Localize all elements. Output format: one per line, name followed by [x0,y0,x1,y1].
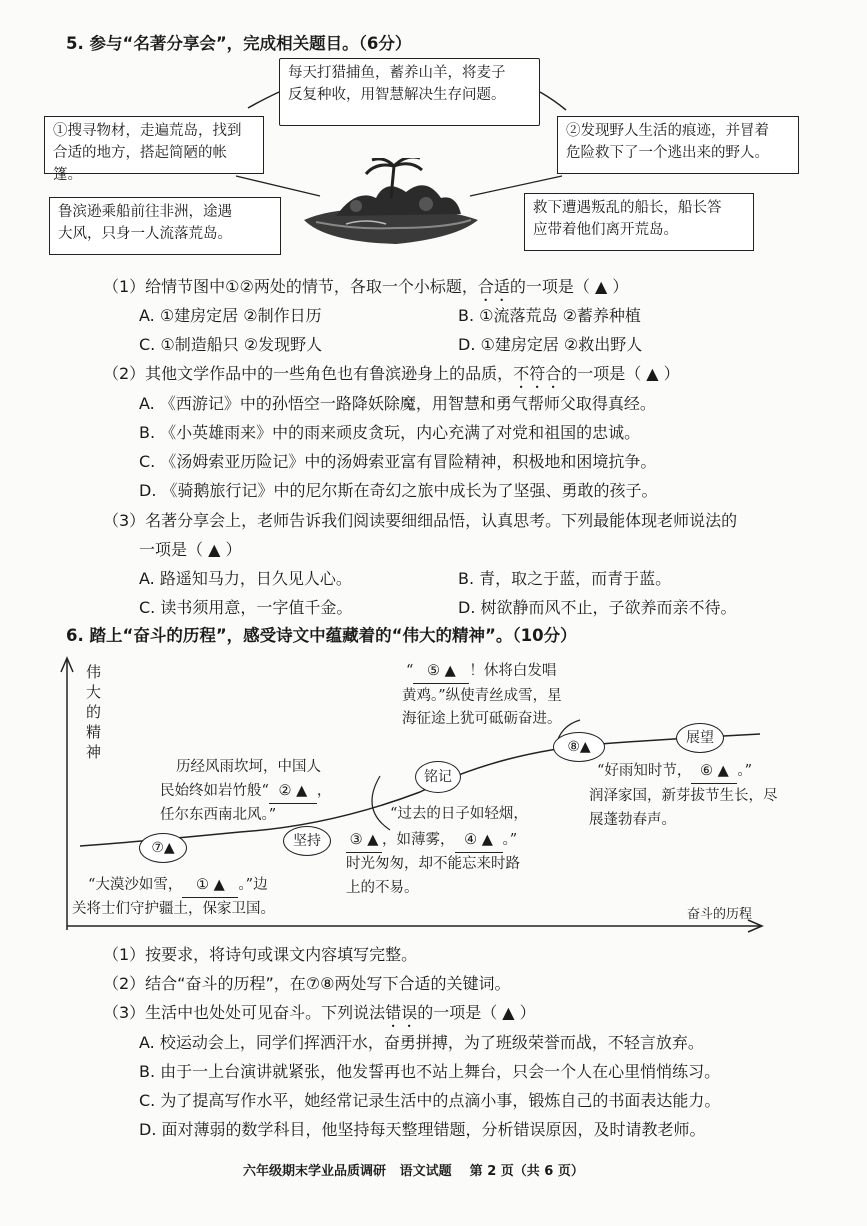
plot-box-bottom-left-line1: 鲁滨逊乘船前往非洲，途遇 [58,204,232,220]
node-mingji: 铭记 [415,761,461,793]
diagram-text-1-line2: 关将士们守护疆土，保家卫国。 [72,901,275,917]
text-seg: “大漠沙如雪， [88,877,183,893]
node-8[interactable]: ⑧▲ [553,732,605,762]
blank-1[interactable]: ① ▲ [182,873,238,898]
q6-sub2: （2）结合“奋斗的历程”，在⑦⑧两处写下合适的关键词。 [103,974,511,993]
blank-6[interactable]: ⑥ ▲ [691,759,737,784]
text-seg: 。” [737,763,753,779]
blank-2[interactable]: ② ▲ [269,779,317,804]
diagram-text-2-line2 [160,779,331,804]
diagram-text-2-line1: 历经风雨坎坷，中国人 [176,759,321,775]
y-axis-char: 精 [86,723,102,741]
q5-sub2-stem-post: 的一项是（ ▲ ） [561,364,680,383]
blank-4[interactable]: ④ ▲ [455,828,503,853]
diagram-text-3-line1: “过去的日子如轻烟， [390,806,528,822]
plot-box-left-line1: ①搜寻物材，走遍荒岛，找到 [53,123,242,139]
plot-box-left [44,116,264,183]
diagram-text-3-line3: 时光匆匆，却不能忘来时路 [346,856,520,872]
q5-sub1-option-c[interactable]: C. ①制造船只 ②发现野人 [139,335,323,354]
q5-sub3-stem-line1: （3）名著分享会上，老师告诉我们阅读要细细品悟，认真思考。下列最能体现老师说法的 [103,511,738,530]
blank-3[interactable]: ③ ▲ [346,828,382,853]
q5-sub1-stem-post: 的一项是（ ▲ ） [509,277,629,296]
text-seg: ！休将白发唱 [469,663,557,679]
node-jianchi: 坚持 [283,826,331,856]
blank-5[interactable]: ⑤ ▲ [413,659,469,684]
q5-sub1-stem [103,277,628,305]
q6-sub1: （1）按要求，将诗句或课文内容填写完整。 [103,945,418,964]
q6-sub3-option-a[interactable]: A. 校运动会上，同学们挥洒汗水，奋勇拼搏，为了班级荣誉而战，不轻言放弃。 [139,1033,704,1052]
plot-box-left-line2: 合适的地方，搭起简陋的帐篷。 [53,145,227,183]
q5-sub2-stem-emphasis: 不符合 [513,364,562,383]
page-footer: 六年级期末学业品质调研 语文试题 第 2 页（共 6 页） [243,1164,584,1179]
diagram-text-4-line1 [406,659,556,684]
q5-sub3-stem-line2: 一项是（ ▲ ） [139,540,242,559]
node-zhanwang: 展望 [676,723,724,753]
q5-sub2-stem [103,364,680,392]
y-axis-char: 大 [86,683,102,701]
q5-sub3-option-b[interactable]: B. 青，取之于蓝，而青于蓝。 [458,569,672,588]
q5-sub1-option-b[interactable]: B. ①流落荒岛 ②蓄养种植 [458,306,641,325]
text-seg: ，如薄雾， [382,832,455,848]
text-seg: 。”边 [238,877,268,893]
diagram-text-2-line3: 任尔东西南北风。” [160,807,277,823]
q5-sub1-stem-emphasis: 合适 [477,277,510,296]
plot-box-bottom-left [49,197,281,255]
q5-sub1-stem-pre: （1）给情节图中①②两处的情节，各取一个小标题， [103,277,478,296]
x-axis-label: 奋斗的历程 [687,907,753,922]
plot-box-bottom-left-line2: 大风，只身一人流落荒岛。 [58,226,232,242]
q5-sub2-option-c[interactable]: C. 《汤姆索亚历险记》中的汤姆索亚富有冒险精神，积极地和困境抗争。 [139,452,657,471]
text-seg: “好雨知时节， [597,763,692,779]
plot-box-bottom-right-line1: 救下遭遇叛乱的船长，船长答 [533,200,722,216]
q6-sub3-stem-post: 的一项是（ ▲ ） [417,1003,536,1022]
text-seg: ， [316,783,332,799]
q6-sub3-stem-emphasis: 错误 [385,1003,418,1022]
q5-sub1-option-d[interactable]: D. ①建房定居 ②救出野人 [458,335,643,354]
plot-box-right-line1: ②发现野人生活的痕迹，并冒着 [566,123,769,139]
text-seg: 民始终如岩竹般“ [160,783,269,799]
y-axis-char: 的 [86,703,102,721]
q5-sub2-stem-pre: （2）其他文学作品中的一些角色也有鲁滨逊身上的品质， [103,364,514,383]
diagram-text-5-line1 [597,759,752,784]
plot-box-top-line2: 反复种收，用智慧解决生存问题。 [288,87,506,103]
q5-sub3-option-c[interactable]: C. 读书须用意，一字值千金。 [139,598,353,617]
plot-box-top-line1: 每天打猎捕鱼，蓄养山羊，将麦子 [288,65,506,81]
diagram-text-4-line3: 海征途上犹可砥砺奋进。 [402,711,562,727]
q6-sub3-option-c[interactable]: C. 为了提高写作水平，她经常记录生活中的点滴小事，锻炼自己的书面表达能力。 [139,1091,721,1110]
plot-box-bottom-right-line2: 应带着他们离开荒岛。 [533,222,678,238]
diagram-text-5-line3: 展蓬勃春声。 [589,812,676,828]
q6-title: 6. 踏上“奋斗的历程”，感受诗文中蕴藏着的“伟大的精神”。（10分） [66,626,577,645]
diagram-text-4-line2: 黄鸡。”纵使青丝成雪，星 [402,688,562,704]
diagram-text-3-line4: 上的不易。 [346,880,419,896]
q5-sub2-option-d[interactable]: D. 《骑鹅旅行记》中的尼尔斯在奇幻之旅中成长为了坚强、勇敢的孩子。 [139,481,658,500]
diagram-text-1-line1 [88,873,268,898]
plot-box-bottom-right [524,193,754,251]
diagram-text-3-line2 [346,828,517,853]
y-axis-char: 神 [86,743,102,761]
q5-sub3-option-a[interactable]: A. 路遥知马力，日久见人心。 [139,569,352,588]
y-axis-label [86,662,104,762]
q6-sub3-stem-pre: （3）生活中也处处可见奋斗。下列说法 [103,1003,386,1022]
q6-sub3-stem [103,1003,536,1031]
q5-sub3-option-d[interactable]: D. 树欲静而风不止，子欲养而亲不待。 [458,598,737,617]
q6-sub3-option-b[interactable]: B. 由于一上台演讲就紧张，他发誓再也不站上舞台，只会一个人在心里悄悄练习。 [139,1062,721,1081]
q5-sub2-option-b[interactable]: B. 《小英雄雨来》中的雨来顽皮贪玩，内心充满了对党和祖国的忠诚。 [139,423,641,442]
q5-sub1-option-a[interactable]: A. ①建房定居 ②制作日历 [139,306,322,325]
q5-title: 5. 参与“名著分享会”，完成相关题目。（6分） [66,34,412,53]
text-seg: 。” [502,832,518,848]
node-7[interactable]: ⑦▲ [139,833,187,863]
y-axis-char: 伟 [86,663,102,681]
text-seg: “ [406,663,414,679]
q5-sub2-option-a[interactable]: A. 《西游记》中的孙悟空一路降妖除魔，用智慧和勇气帮师父取得真经。 [139,394,656,413]
island-illustration-icon [296,158,486,250]
q6-sub3-option-d[interactable]: D. 面对薄弱的数学科目，他坚持每天整理错题，分析错误原因，及时请教老师。 [139,1120,706,1139]
plot-box-right [557,116,799,174]
diagram-text-5-line2: 润泽家国，新芽拔节生长，尽 [589,788,778,804]
plot-box-right-line2: 危险救下了一个逃出来的野人。 [566,145,769,161]
